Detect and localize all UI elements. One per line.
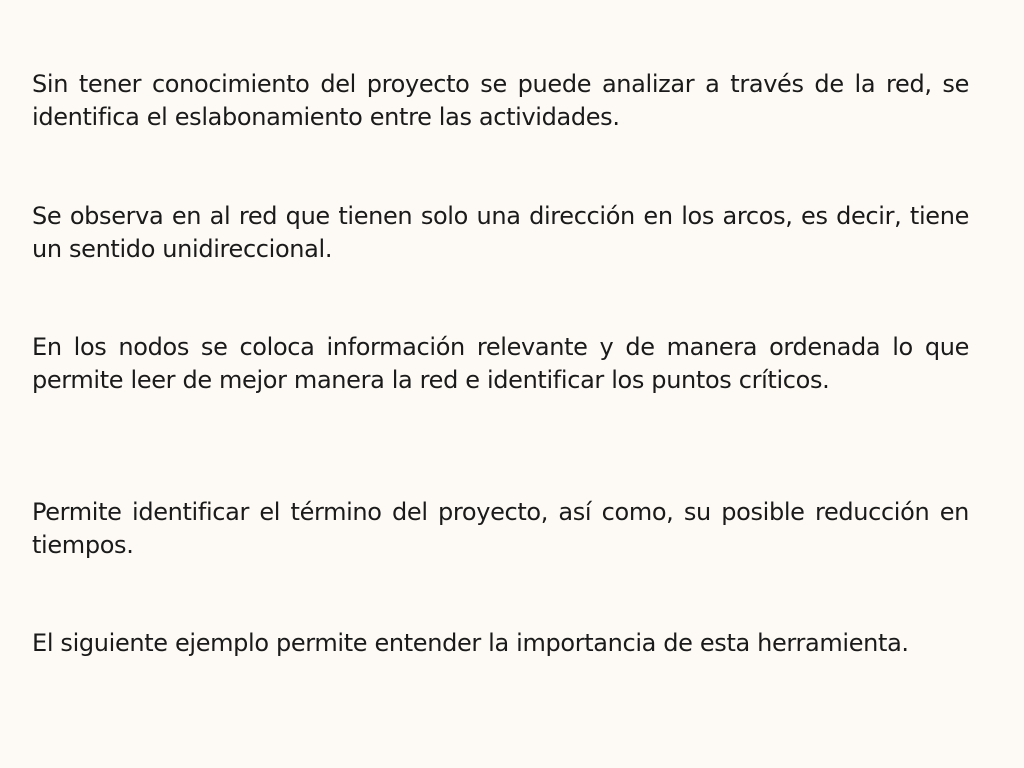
paragraph-network-analysis: Sin tener conocimiento del proyecto se puede analizar a través de la red, se identifica el eslabonamiento entre las actividades.: [32, 70, 969, 131]
paragraph-project-completion: Permite identificar el término del proyecto, así como, su posible reducción en tiempos.: [32, 498, 969, 559]
paragraph-node-information: En los nodos se coloca información relevante y de manera ordenada lo que permite leer de mejor manera la red e identificar los puntos críticos.: [32, 333, 969, 394]
slide-content: [32, 0, 969, 768]
paragraph-example-intro: El siguiente ejemplo permite entender la importancia de esta herramienta.: [32, 629, 909, 657]
paragraph-arc-direction: Se observa en al red que tienen solo una dirección en los arcos, es decir, tiene un sentido unidireccional.: [32, 202, 969, 263]
